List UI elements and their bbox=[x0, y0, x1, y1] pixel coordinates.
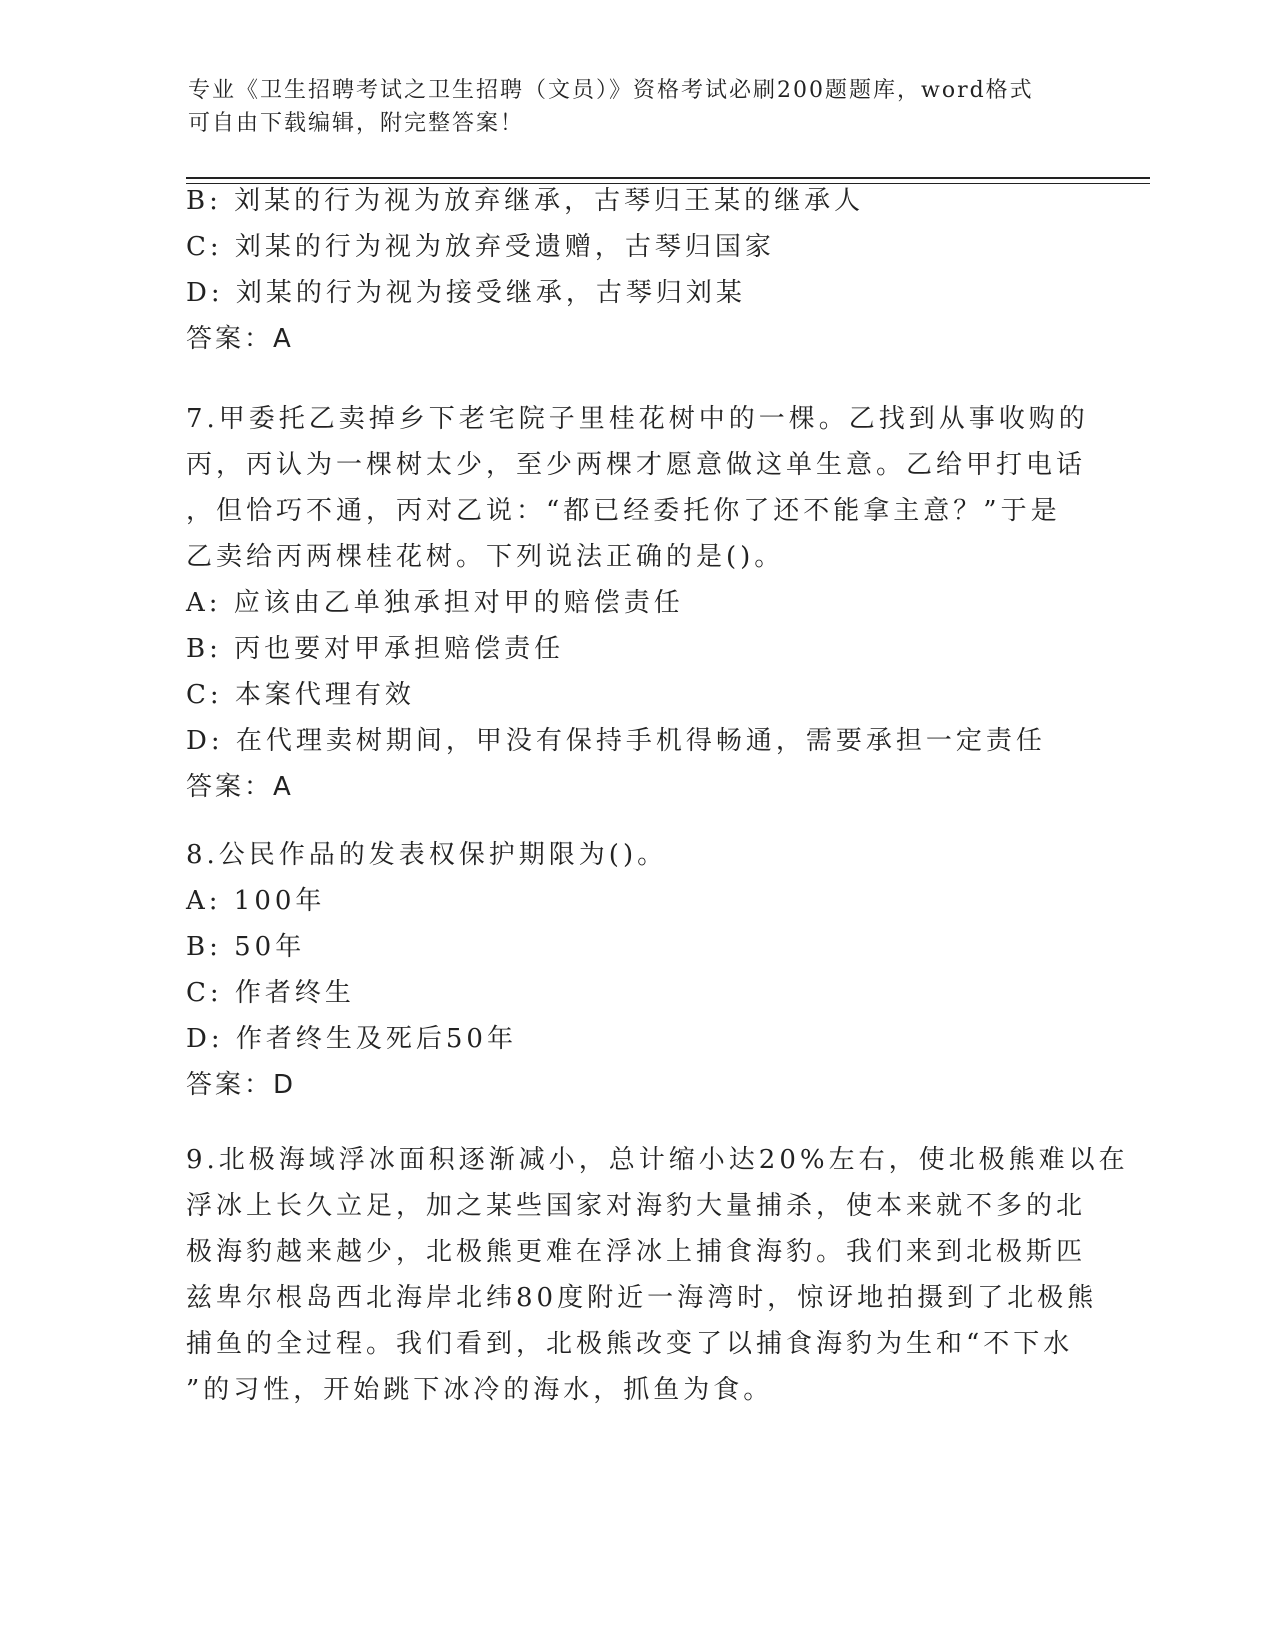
q7-option-d: D: 在代理卖树期间，甲没有保持手机得畅通，需要承担一定责任 bbox=[186, 726, 1046, 756]
q8-option-d: D: 作者终生及死后50年 bbox=[186, 1024, 517, 1054]
question-9-block bbox=[186, 1137, 1129, 1413]
q8-option-b: B: 50年 bbox=[186, 932, 306, 962]
q8-stem-line: 8.公民作品的发表权保护期限为()。 bbox=[186, 840, 668, 870]
q6-answer: 答案：A bbox=[186, 324, 294, 354]
q6-option-c: C: 刘某的行为视为放弃受遗赠，古琴归国家 bbox=[186, 232, 775, 262]
q7-option-c: C: 本案代理有效 bbox=[186, 680, 415, 710]
header-title-line2: 可自由下载编辑，附完整答案！ bbox=[188, 111, 525, 136]
q9-stem-line: ”的习性，开始跳下冰冷的海水，抓鱼为食。 bbox=[186, 1375, 774, 1405]
q7-stem-line: ，但恰巧不通，丙对乙说：“都已经委托你了还不能拿主意？”于是 bbox=[186, 496, 1061, 526]
header-title-line1: 专业《卫生招聘考试之卫生招聘（文员）》资格考试必刷200题题库，word格式 bbox=[188, 78, 1034, 103]
q8-option-c: C: 作者终生 bbox=[186, 978, 355, 1008]
q7-stem-line: 7.甲委托乙卖掉乡下老宅院子里桂花树中的一棵。乙找到从事收购的 bbox=[186, 404, 1089, 434]
q6-option-b: B: 刘某的行为视为放弃继承，古琴归王某的继承人 bbox=[186, 186, 865, 216]
q6-option-d: D: 刘某的行为视为接受继承，古琴归刘某 bbox=[186, 278, 746, 308]
q9-stem-line: 极海豹越来越少，北极熊更难在浮冰上捕食海豹。我们来到北极斯匹 bbox=[186, 1237, 1087, 1267]
q9-stem-line: 捕鱼的全过程。我们看到，北极熊改变了以捕食海豹为生和“不下水 bbox=[186, 1329, 1074, 1359]
q7-option-b: B: 丙也要对甲承担赔偿责任 bbox=[186, 634, 565, 664]
question-8-block bbox=[186, 832, 1086, 1108]
q9-stem-line: 浮冰上长久立足，加之某些国家对海豹大量捕杀，使本来就不多的北 bbox=[186, 1191, 1087, 1221]
q9-stem-line: 9.北极海域浮冰面积逐渐减小，总计缩小达20%左右，使北极熊难以在 bbox=[186, 1145, 1129, 1175]
question-6-block bbox=[186, 178, 1086, 362]
q8-answer: 答案：D bbox=[186, 1070, 297, 1100]
q8-option-a: A: 100年 bbox=[186, 886, 326, 916]
q7-option-a: A: 应该由乙单独承担对甲的赔偿责任 bbox=[186, 588, 684, 618]
question-7-block bbox=[186, 396, 1089, 810]
document-header bbox=[188, 74, 1068, 140]
q7-stem-line: 丙，丙认为一棵树太少，至少两棵才愿意做这单生意。乙给甲打电话 bbox=[186, 450, 1087, 480]
q9-stem-line: 兹卑尔根岛西北海岸北纬80度附近一海湾时，惊讶地拍摄到了北极熊 bbox=[186, 1283, 1098, 1313]
q7-answer: 答案：A bbox=[186, 772, 294, 802]
q7-stem-line: 乙卖给丙两棵桂花树。下列说法正确的是()。 bbox=[186, 542, 785, 572]
